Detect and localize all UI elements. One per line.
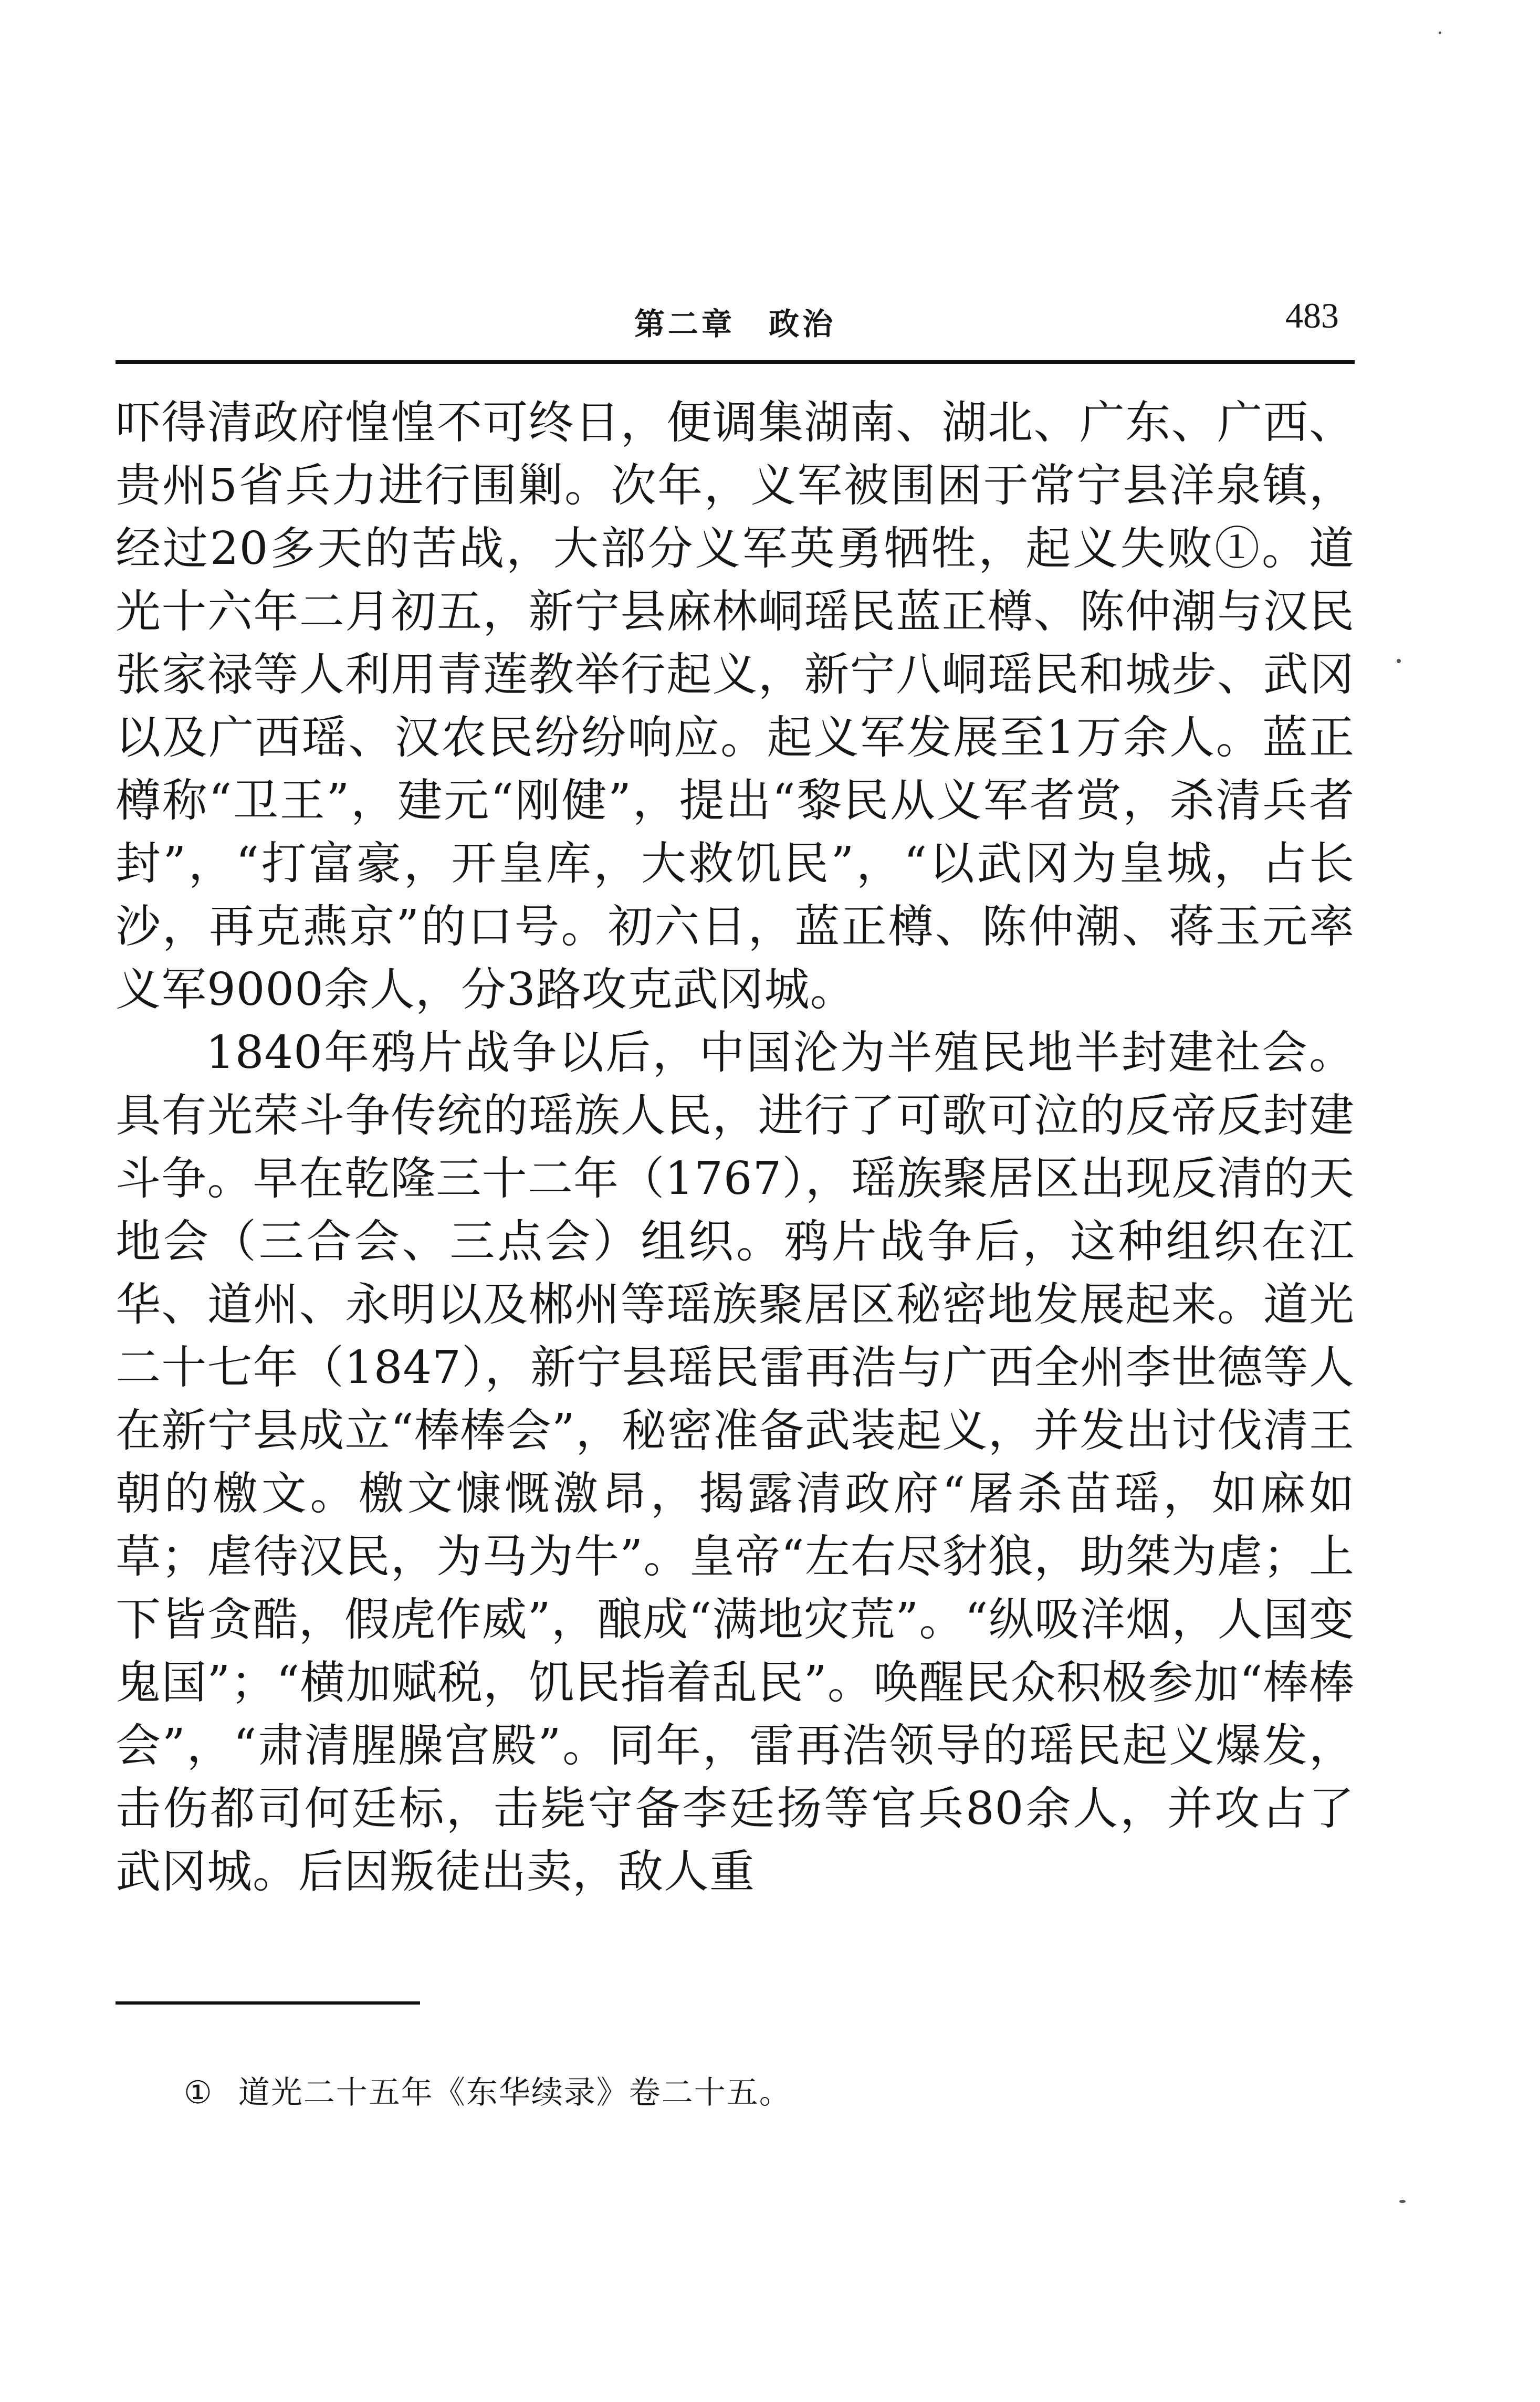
paragraph-continued: 吓得清政府惶惶不可终日，便调集湖南、湖北、广东、广西、贵州5省兵力进行围剿。次年，义军被围困于常宁县洋泉镇，经过20多天的苦战，大部分义军英勇牺牲，起义失败①。道光十六年二月初五，新宁县麻林峒瑶民蓝正樽、陈仲潮与汉民张家禄等人利用青莲教举行起义，新宁八峒瑶民和城步、武冈以及广西瑶、汉农民纷纷响应。起义军发展至1万余人。蓝正樽称“卫王”，建元“刚健”，提出“黎民从义军者赏，杀清兵者封”，“打富豪，开皇库，大救饥民”，“以武冈为皇城，占长沙，再克燕京”的口号。初六日，蓝正樽、陈仲潮、蒋玉元率义军9000余人，分3路攻克武冈城。 xyxy=(116,396,1355,1016)
footnote-text: 道光二十五年《东华续录》卷二十五。 xyxy=(238,2074,792,2111)
paragraph-opium-war: 1840年鸦片战争以后，中国沦为半殖民地半封建社会。具有光荣斗争传统的瑶族人民，进行了可歌可泣的反帝反封建斗争。早在乾隆三十二年（1767），瑶族聚居区出现反清的天地会（三合会、三点会）组织。鸦片战争后，这种组织在江华、道州、永明以及郴州等瑶族聚居区秘密地发展起来。道光二十七年（1847），新宁县瑶民雷再浩与广西全州李世德等人在新宁县成立“棒棒会”，秘密准备武装起义，并发出讨伐清王朝的檄文。檄文慷慨激昂，揭露清政府“屠杀苗瑶，如麻如草；虐待汉民，为马为牛”。皇帝“左右尽豺狼，助桀为虐；上下皆贪酷，假虎作威”，酿成“满地灾荒”。“纵吸洋烟，人国变鬼国”；“横加赋税，饥民指着乱民”。唤醒民众积极参加“棒棒会”，“肃清腥臊宫殿”。同年，雷再浩领导的瑶民起义爆发，击伤都司何廷标，击毙守备李廷扬等官兵80余人，并攻占了武冈城。后因叛徒出卖，敌人重 xyxy=(116,1026,1355,1898)
scan-speck xyxy=(1399,2200,1406,2203)
footnote-marker: ① xyxy=(184,2074,213,2111)
scan-speck xyxy=(1397,659,1401,663)
body-text xyxy=(116,391,1355,1903)
page-number: 483 xyxy=(1285,296,1339,335)
scan-speck xyxy=(1439,32,1441,34)
footnote xyxy=(184,2072,792,2114)
header-rule xyxy=(116,360,1355,364)
footnote-rule xyxy=(116,2001,420,2005)
chapter-title: 第二章 政治 xyxy=(634,306,836,342)
running-head xyxy=(116,294,1355,341)
